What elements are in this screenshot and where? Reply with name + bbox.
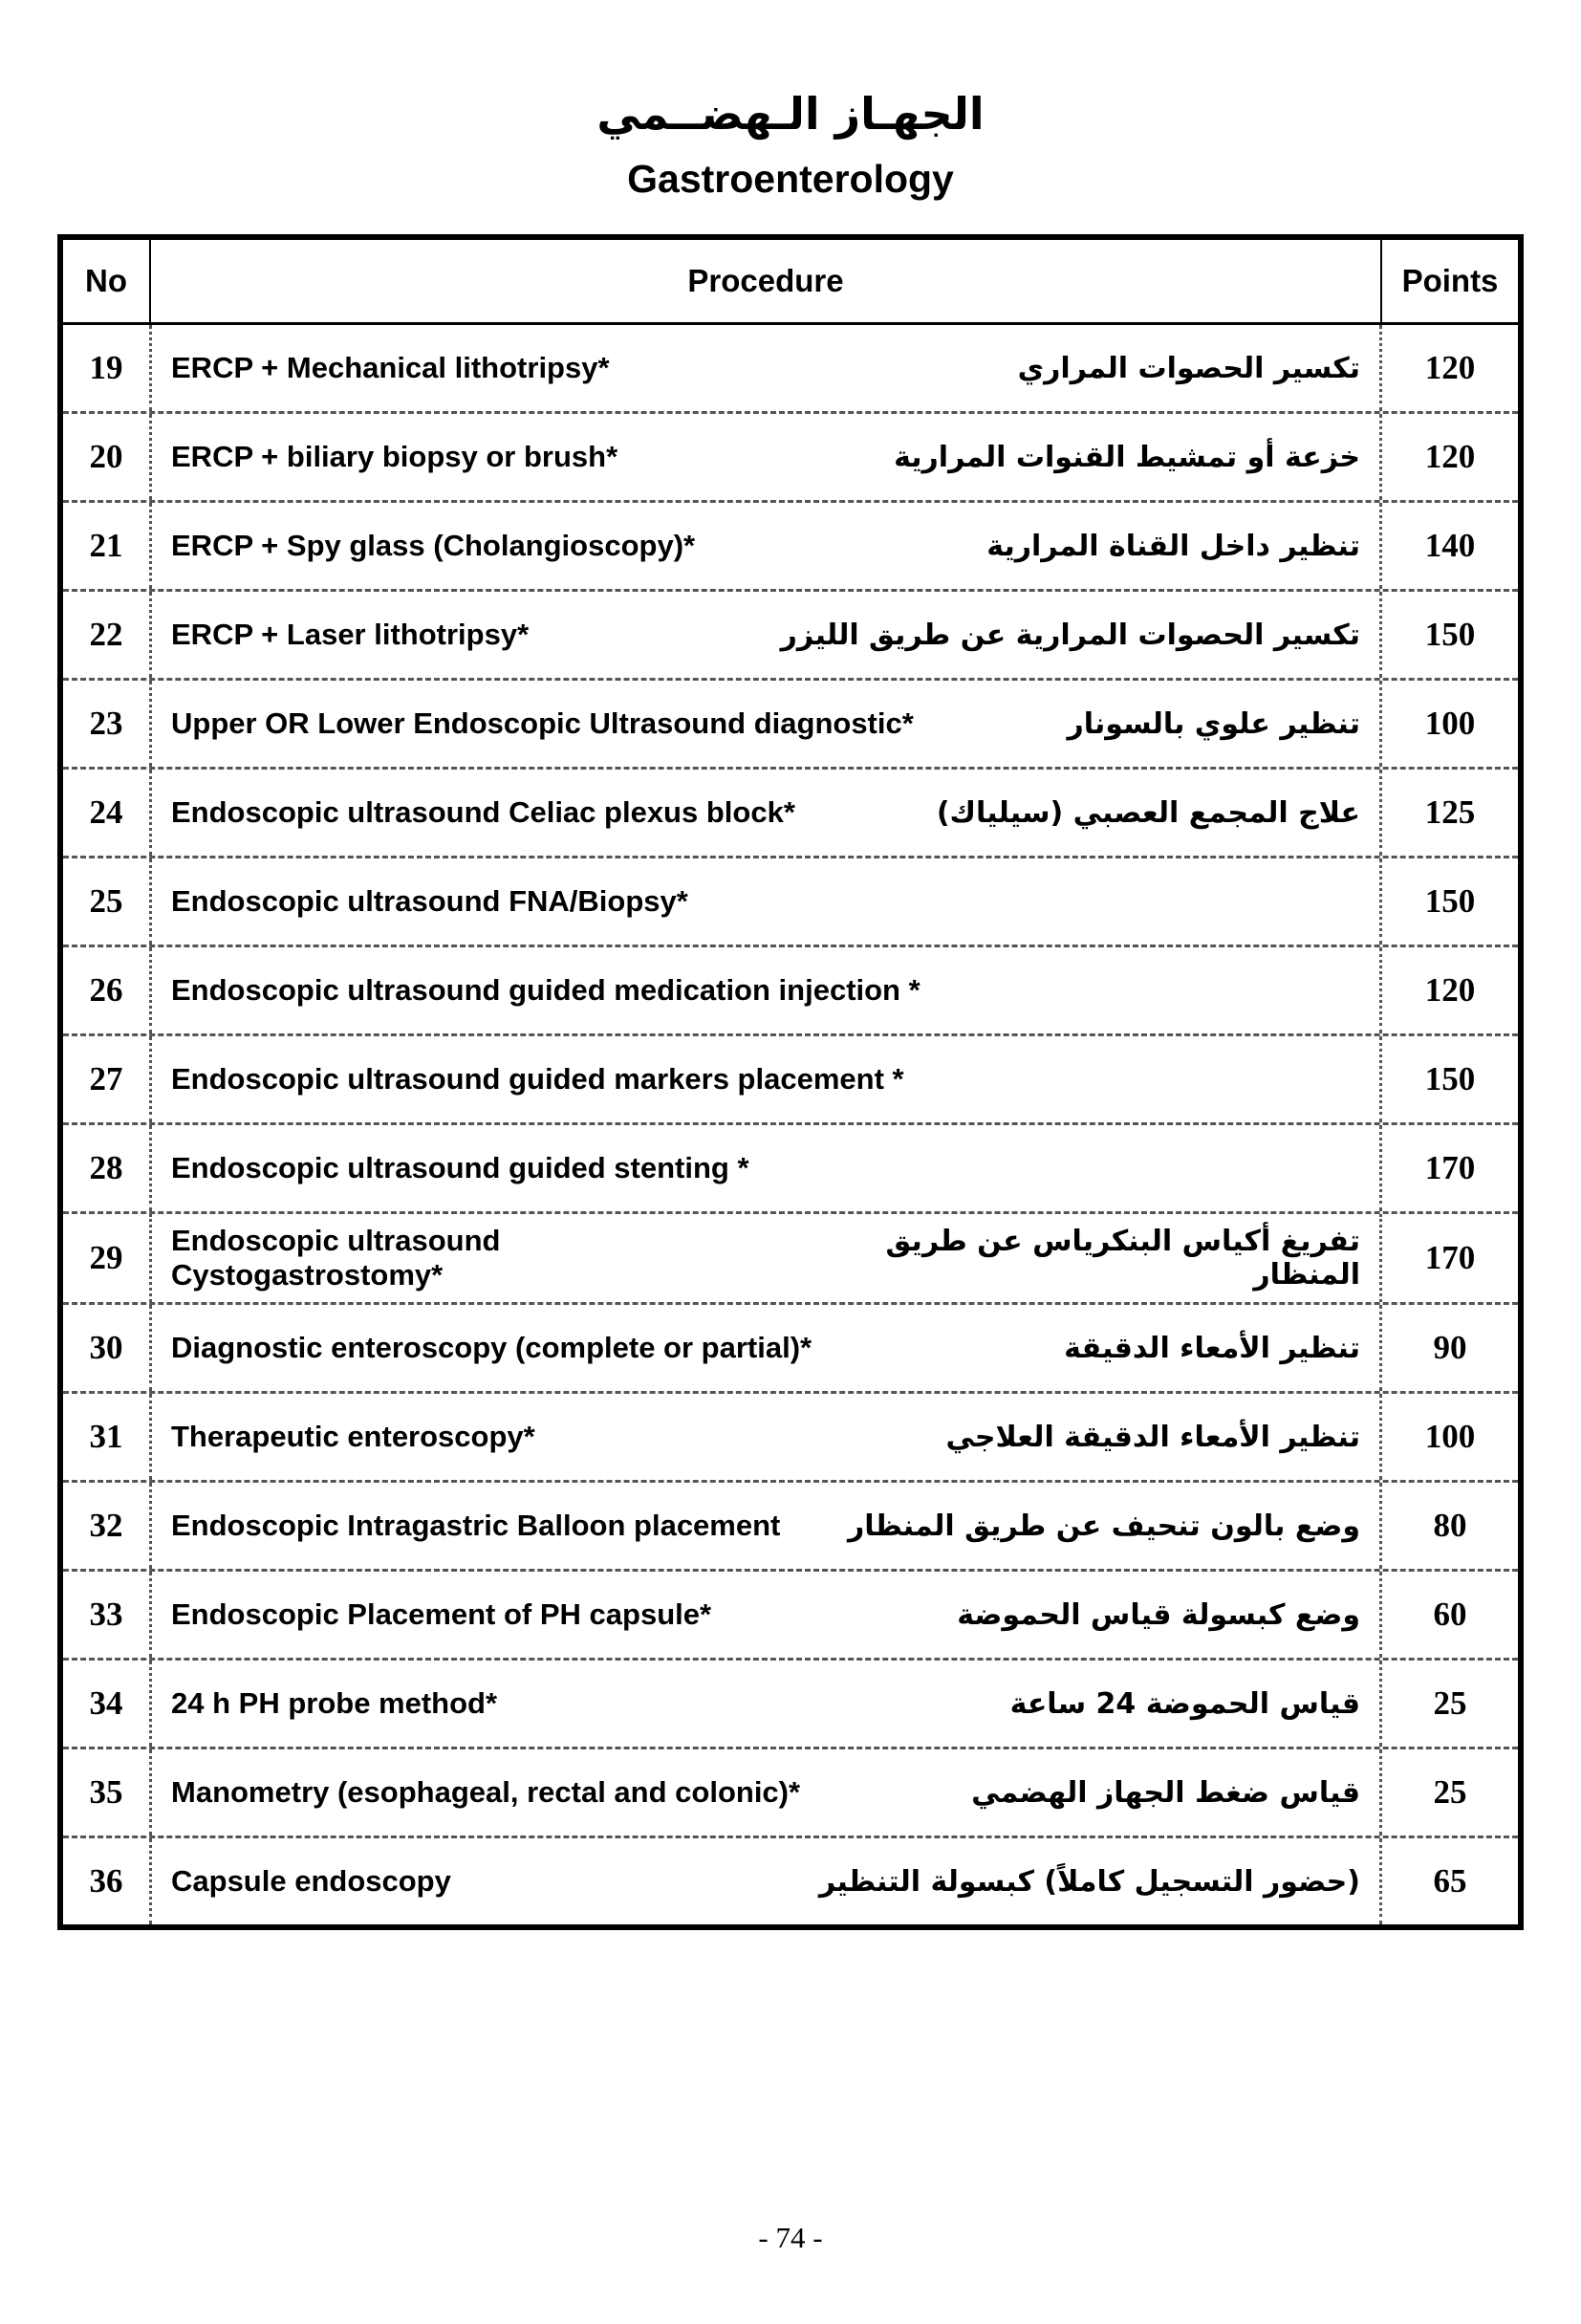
- row-no: 24: [89, 793, 123, 831]
- row-points: 120: [1424, 971, 1476, 1009]
- row-points: 25: [1433, 1684, 1467, 1722]
- row-points: 170: [1424, 1149, 1476, 1186]
- procedure-english: Diagnostic enteroscopy (complete or partial)*: [171, 1331, 812, 1364]
- table-row: [63, 1658, 1518, 1747]
- row-no: 35: [89, 1773, 123, 1811]
- table-row: [63, 1480, 1518, 1569]
- table-row: [63, 1033, 1518, 1122]
- header-procedure: Procedure: [149, 240, 1382, 322]
- row-procedure: [149, 947, 1382, 1033]
- table-row: [63, 411, 1518, 500]
- procedure-arabic: خزعة أو تمشيط القنوات المرارية: [894, 440, 1360, 474]
- row-procedure: [149, 325, 1382, 411]
- row-points: 25: [1433, 1773, 1467, 1811]
- row-no: 25: [89, 882, 123, 920]
- table-row: [63, 767, 1518, 856]
- procedure-english: ERCP + biliary biopsy or brush*: [171, 440, 618, 473]
- row-no: 19: [89, 349, 123, 386]
- row-no: 33: [89, 1596, 123, 1633]
- row-procedure: [149, 1214, 1382, 1302]
- row-procedure: [149, 1125, 1382, 1211]
- row-no: 30: [89, 1329, 123, 1366]
- table-row: [63, 856, 1518, 945]
- table-row: [63, 589, 1518, 678]
- row-points: 90: [1433, 1329, 1467, 1366]
- procedure-english: Capsule endoscopy: [171, 1864, 451, 1898]
- table-row: [63, 1211, 1518, 1302]
- row-procedure: [149, 858, 1382, 945]
- row-procedure: [149, 503, 1382, 589]
- table-row: [63, 1569, 1518, 1658]
- row-no: 31: [89, 1418, 123, 1455]
- procedure-arabic: وضع كبسولة قياس الحموضة: [957, 1597, 1360, 1632]
- procedure-arabic: وضع بالون تنحيف عن طريق المنظار: [847, 1509, 1360, 1543]
- row-points: 150: [1424, 882, 1476, 920]
- row-points: 125: [1424, 793, 1476, 831]
- row-procedure: [149, 681, 1382, 767]
- procedure-arabic: تكسير الحصوات المراري: [1017, 351, 1360, 385]
- row-procedure: [149, 1838, 1382, 1924]
- row-points: 170: [1424, 1239, 1476, 1276]
- procedure-english: Upper OR Lower Endoscopic Ultrasound diagnostic*: [171, 706, 914, 740]
- table-row: [63, 1835, 1518, 1924]
- row-points: 120: [1424, 349, 1476, 386]
- table-row: [63, 945, 1518, 1033]
- row-no: 32: [89, 1507, 123, 1544]
- row-points: 80: [1433, 1507, 1467, 1544]
- procedure-english: Therapeutic enteroscopy*: [171, 1420, 535, 1453]
- row-procedure: [149, 1749, 1382, 1835]
- row-procedure: [149, 770, 1382, 856]
- row-procedure: [149, 1394, 1382, 1480]
- procedure-english: Manometry (esophageal, rectal and colonic)*: [171, 1775, 801, 1809]
- table-row: [63, 325, 1518, 411]
- procedure-english: Endoscopic ultrasound Cystogastrostomy*: [171, 1224, 501, 1292]
- header-no: No: [85, 263, 127, 298]
- procedure-english: Endoscopic ultrasound guided medication injection *: [171, 973, 920, 1007]
- table-header-row: [63, 240, 1518, 325]
- row-no: 23: [89, 705, 123, 742]
- procedures-table: [57, 234, 1524, 1930]
- row-no: 21: [89, 527, 123, 564]
- row-points: 150: [1424, 616, 1476, 653]
- procedure-english: 24 h PH probe method*: [171, 1686, 498, 1720]
- row-points: 65: [1433, 1862, 1467, 1900]
- row-points: 100: [1424, 1418, 1476, 1455]
- procedure-arabic: تنظير الأمعاء الدقيقة العلاجي: [945, 1420, 1360, 1454]
- table-row: [63, 1747, 1518, 1835]
- row-no: 36: [89, 1862, 123, 1900]
- procedure-english: Endoscopic Intragastric Balloon placement: [171, 1509, 781, 1542]
- procedure-arabic: علاج المجمع العصبي (سيلياك): [936, 795, 1360, 830]
- row-no: 20: [89, 438, 123, 475]
- row-procedure: [149, 414, 1382, 500]
- row-points: 140: [1424, 527, 1476, 564]
- table-body: [63, 325, 1518, 1924]
- procedure-arabic: تكسير الحصوات المرارية عن طريق الليزر: [780, 618, 1360, 652]
- row-no: 34: [89, 1684, 123, 1722]
- row-no: 28: [89, 1149, 123, 1186]
- row-no: 26: [89, 971, 123, 1009]
- row-points: 120: [1424, 438, 1476, 475]
- procedure-arabic: (حضور التسجيل كاملاً) كبسولة التنظير: [818, 1864, 1360, 1899]
- table-row: [63, 1302, 1518, 1391]
- row-procedure: [149, 1036, 1382, 1122]
- table-row: [63, 1391, 1518, 1480]
- procedure-arabic: تنظير علوي بالسونار: [1067, 706, 1360, 741]
- table-row: [63, 1122, 1518, 1211]
- row-procedure: [149, 1661, 1382, 1747]
- procedure-arabic: تنظير الأمعاء الدقيقة: [1064, 1331, 1360, 1365]
- row-points: 60: [1433, 1596, 1467, 1633]
- row-no: 29: [89, 1239, 123, 1276]
- row-points: 100: [1424, 705, 1476, 742]
- row-procedure: [149, 1305, 1382, 1391]
- row-no: 22: [89, 616, 123, 653]
- row-points: 150: [1424, 1060, 1476, 1097]
- procedure-english: ERCP + Mechanical lithotripsy*: [171, 351, 610, 384]
- procedure-english: ERCP + Laser lithotripsy*: [171, 618, 530, 651]
- header-points: Points: [1401, 263, 1499, 298]
- procedure-arabic: قياس ضغط الجهاز الهضمي: [971, 1775, 1360, 1810]
- procedure-arabic: تنظير داخل القناة المرارية: [986, 529, 1360, 563]
- table-row: [63, 500, 1518, 589]
- title-english: Gastroenterology: [627, 157, 954, 201]
- row-procedure: [149, 1572, 1382, 1658]
- procedure-english: Endoscopic Placement of PH capsule*: [171, 1597, 712, 1631]
- document-page: [0, 88, 1581, 2324]
- row-procedure: [149, 592, 1382, 678]
- table-row: [63, 678, 1518, 767]
- title-arabic: الجهـاز الـهضــمي: [596, 88, 985, 140]
- procedure-english: Endoscopic ultrasound Celiac plexus block*: [171, 795, 795, 829]
- procedure-english: Endoscopic ultrasound guided markers placement *: [171, 1062, 904, 1096]
- procedure-arabic: تفريغ أكياس البنكرياس عن طريق المنظار: [885, 1225, 1360, 1292]
- row-no: 27: [89, 1060, 123, 1097]
- procedure-arabic: قياس الحموضة 24 ساعة: [1009, 1686, 1360, 1721]
- procedure-english: Endoscopic ultrasound FNA/Biopsy*: [171, 884, 688, 918]
- procedure-english: ERCP + Spy glass (Cholangioscopy)*: [171, 529, 696, 562]
- row-procedure: [149, 1483, 1382, 1569]
- page-number: - 74 -: [758, 2221, 823, 2254]
- procedure-english: Endoscopic ultrasound guided stenting *: [171, 1151, 749, 1184]
